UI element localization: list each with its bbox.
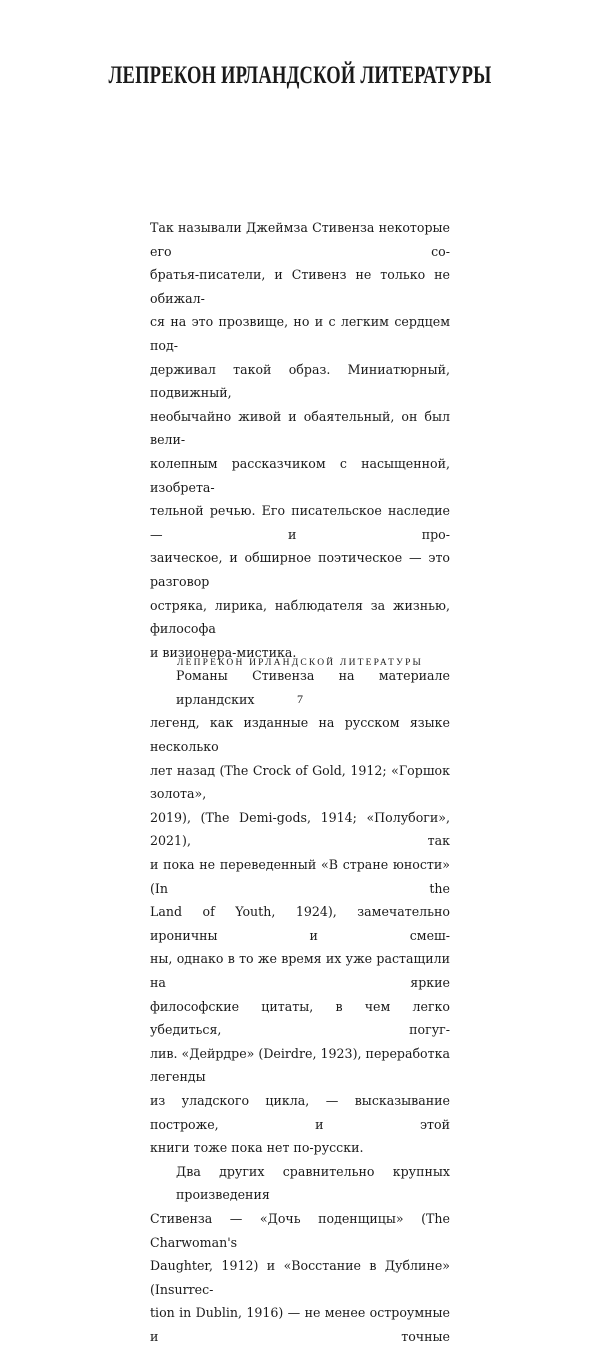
text-line: необычайно живой и обаятельный, он был вели-	[150, 408, 450, 448]
text-line: из уладского цикла, — высказывание построже, и этой	[150, 1092, 450, 1132]
chapter-title: ЛЕПРЕКОН ИРЛАНДСКОЙ ЛИТЕРАТУРЫ	[108, 62, 492, 89]
text-line: книги тоже пока нет по-русски.	[150, 1140, 364, 1156]
text-line: Романы Стивенза на материале ирландских	[176, 668, 450, 707]
text-line: ны, однако в то же время их уже растащили на яркие	[150, 951, 450, 990]
text-line: и пока не переведенный «В стране юности» (In the	[150, 857, 450, 896]
page-number: 7	[297, 692, 303, 706]
text-line: Стивенза — «Дочь поденщицы» (The Charwoman's	[150, 1210, 450, 1250]
text-line: лет назад (The Crock of Gold, 1912; «Горшок золота»,	[150, 762, 450, 802]
text-line: братья-писатели, и Стивенз не только не обижал-	[150, 267, 450, 306]
text-line: легенд, как изданные на русском языке несколько	[150, 715, 450, 755]
text-line: 2019), (The Demi-gods, 1914; «Полубоги», 2021), так	[150, 809, 450, 849]
text-line: заическое, и обширное поэтическое — это разговор	[150, 550, 450, 589]
text-line: остряка, лирика, наблюдателя за жизнью, философа	[150, 597, 450, 637]
text-line: держивал такой образ. Миниатюрный, подвижный,	[150, 361, 450, 401]
text-line: колепным рассказчиком с насыщенной, изобрета-	[150, 455, 450, 495]
text-line: философские цитаты, в чем легко убедиться, погуг-	[150, 998, 450, 1038]
text-line: тельной речью. Его писательское наследие — и про-	[150, 503, 450, 542]
text-line: Два других сравнительно крупных произведения	[176, 1163, 450, 1203]
text-line: Так называли Джеймза Стивенза некоторые его со-	[150, 220, 450, 259]
running-footer: ЛЕПРЕКОН ИРЛАНДСКОЙ ЛИТЕРАТУРЫ	[176, 658, 424, 668]
paragraph	[150, 664, 450, 1159]
paragraph	[150, 1160, 450, 1349]
text-line: tion in Dublin, 1916) — не менее остроумные и точные	[150, 1305, 450, 1344]
text-line: Land of Youth, 1924), замечательно ироничны и смеш-	[150, 904, 450, 943]
text-line: Daughter, 1912) и «Восстание в Дублине» (Insurrec-	[150, 1258, 450, 1297]
paragraph	[150, 216, 450, 664]
text-line: и визионера-мистика.	[150, 644, 297, 660]
text-line: ся на это прозвище, но и с легким сердцем под-	[150, 314, 450, 353]
text-line: лив. «Дейрдре» (Deirdre, 1923), переработка легенды	[150, 1045, 450, 1085]
body-text	[150, 216, 450, 1349]
